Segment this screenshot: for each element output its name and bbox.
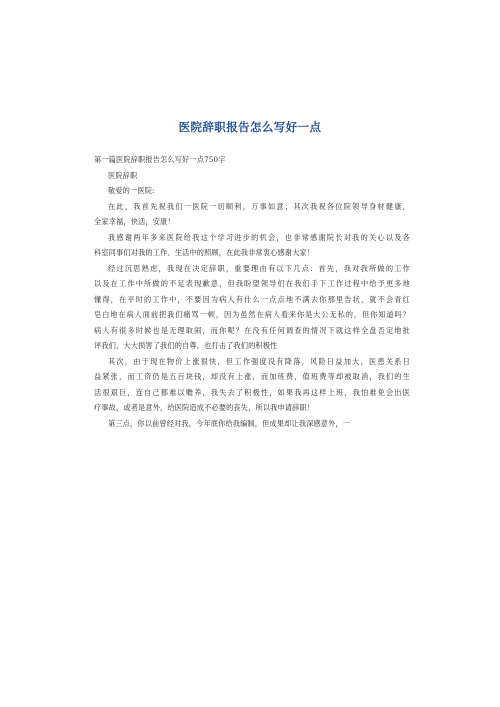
document-body (94, 152, 410, 431)
paragraph-line: 经过沉思熟虑，我现在决定辞职，重要理由有以下几点：首先，我对我所做的工作 (108, 263, 410, 273)
paragraph-line: 评我们，大大损害了我们的自尊，也打击了我们的积极性 (94, 341, 278, 350)
paragraph-line: 益紧张，而工资仍是五百块钱，却没有上涨，而加班费，值班费等却被取消，我们的生 (94, 372, 410, 381)
paragraph-line: 在此，我首先祝我们一医院一切顺利，万事如意；其次我祝各位院领导身材健康， (108, 201, 410, 211)
paragraph-line: 科室同事们对我的工作、生活中的照顾，在此我非常衷心感谢大家！ (94, 248, 315, 257)
paragraph-line: 以及在工作中所做的不足表现歉意，但我盼望领导们在我们手下工作过程中给予更多地 (94, 279, 410, 288)
paragraph-line: 全家幸福，快活，安康！ (94, 217, 175, 226)
section-heading: 第一篇医院辞职报告怎么写好一点750字 (94, 155, 226, 164)
paragraph-line: 病人有很多时候也是无理取闹，而你呢？在没有任何调查的情况下就这样全盘否定地批 (94, 325, 410, 335)
salutation: 敬爱的一医院: (108, 186, 155, 195)
paragraph-line: 其次，由于现在物价上涨很快，但工作强度没有降落，风险日益加大，医患关系日 (108, 356, 410, 366)
paragraph-line: 懂得，在平时的工作中，不要因为病人有什么一点点地不满去你那里告状，就不会青红 (94, 294, 410, 304)
paragraph-line: 活很艰巨，连自己都难以赡养，我失去了积极性，如果我再这样上班，我怕难免会出医 (94, 387, 410, 397)
doc-subtitle: 医院辞职 (108, 170, 138, 180)
paragraph-line: 第三点，你以前曾经对我，今年底你给我编制，但成果却让我深感意外，一 (108, 418, 351, 428)
document-title: 医院辞职报告怎么写好一点 (178, 120, 322, 134)
paragraph-line: 疗事故，或者是意外，给医院造成不必要的丧失，所以我申请辞职！ (94, 403, 315, 412)
paragraph-line: 我感谢两年多来医院给我这个学习进步的机会，也非常感谢院长对我的关心以及各 (108, 232, 410, 242)
paragraph-line: 皂白地在病人面前把我们痛骂一顿，因为虽然在病人看来你是大公无私的，但你知道吗？ (94, 310, 410, 319)
